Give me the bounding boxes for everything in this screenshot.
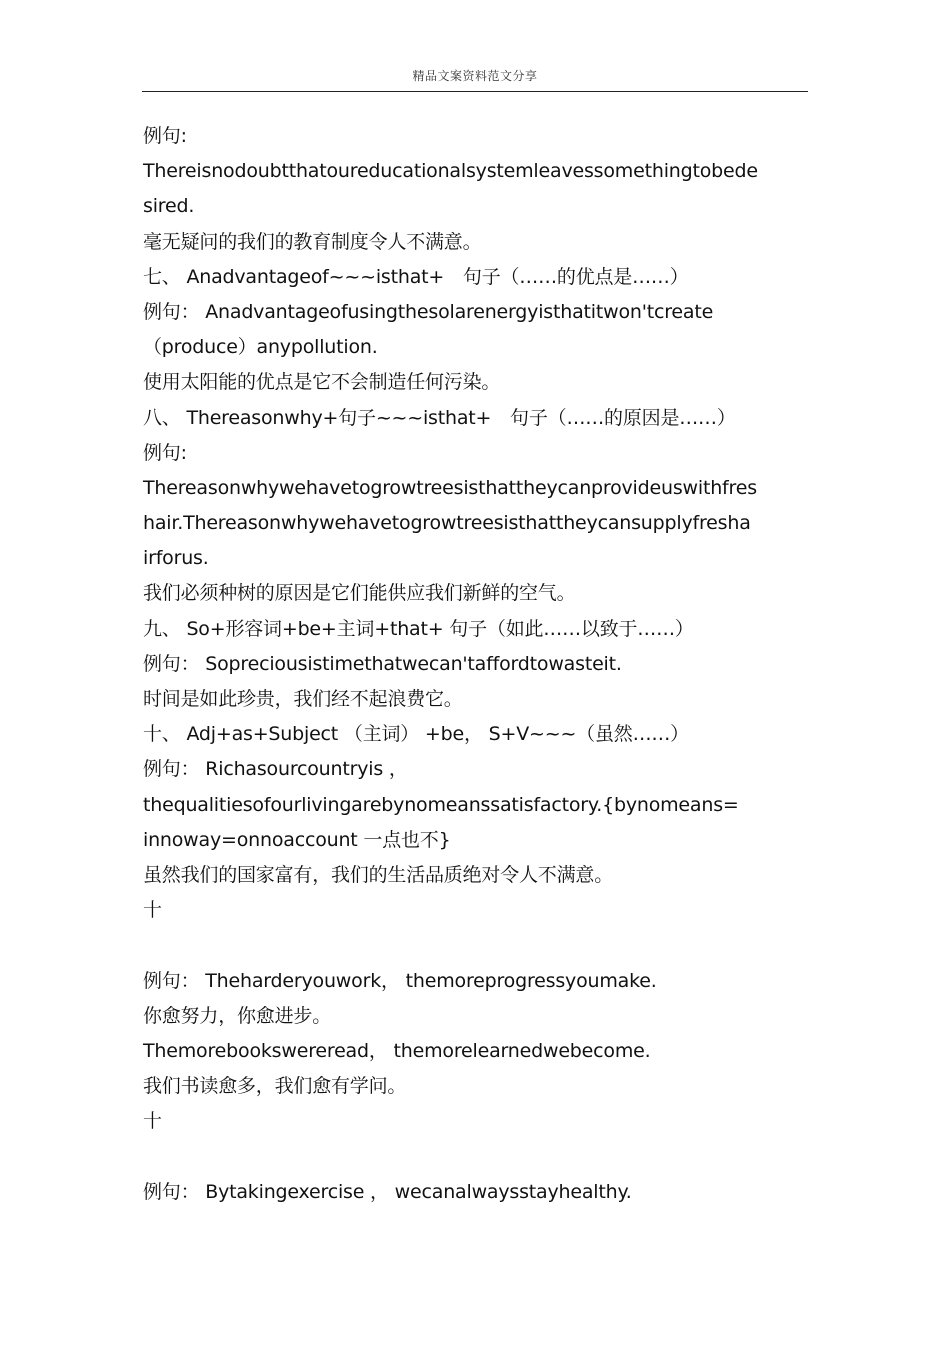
- text-line: innoway=onnoaccount 一点也不}: [143, 828, 451, 851]
- text-line: 时间是如此珍贵，我们经不起浪费它。: [143, 688, 463, 710]
- text-line: thequalitiesofourlivingarebynomeanssatisfactory.{bynomeans=: [143, 793, 739, 816]
- text-line: （produce）anypollution.: [143, 336, 378, 359]
- blank-line: [143, 928, 763, 963]
- text-line: 例句： Theharderyouwork， themoreprogressyoumake.: [143, 969, 657, 992]
- text-line: 例句： Sopreciousistimethatwecan'taffordtowasteit.: [143, 652, 622, 675]
- blank-line: [143, 1139, 763, 1174]
- text-line: 使用太阳能的优点是它不会制造任何污染。: [143, 371, 501, 394]
- text-line: 我们书读愈多，我们愈有学问。: [143, 1075, 407, 1098]
- text-line: 你愈努力，你愈进步。: [143, 1004, 332, 1027]
- text-line: 例句:: [143, 125, 187, 147]
- section-heading: 七、 Anadvantageof~~~isthat+ 句子（……的优点是……）: [143, 265, 689, 288]
- page-header-title: 精品文案资料范文分享: [412, 69, 538, 83]
- text-line: 例句： Richasourcountryis ，: [143, 758, 408, 781]
- text-line: 例句： Anadvantageofusingthesolarenergyisthatitwon'tcreate: [143, 300, 714, 323]
- text-line: irforus.: [143, 547, 209, 570]
- section-heading: 八、 Thereasonwhy+句子~~~isthat+ 句子（……的原因是……）: [143, 406, 736, 429]
- text-line: Thereisnodoubtthatoureducationalsystemleavessomethingtobede: [143, 160, 758, 183]
- section-heading: 十、 Adj+as+Subject （主词） +be， S+V~~~（虽然……）: [143, 723, 689, 746]
- text-line: 毫无疑问的我们的教育制度令人不满意。: [143, 230, 482, 253]
- text-line: hair.Thereasonwhywehavetogrowtreesisthattheycansupplyfresha: [143, 512, 751, 535]
- text-line: 例句:: [143, 441, 187, 464]
- section-heading: 十: [143, 1110, 162, 1133]
- text-line: 我们必须种树的原因是它们能供应我们新鲜的空气。: [143, 582, 576, 605]
- text-line: Thereasonwhywehavetogrowtreesisthattheycanprovideuswithfres: [143, 476, 757, 499]
- text-line: 虽然我们的国家富有，我们的生活品质绝对令人不满意。: [143, 863, 614, 886]
- text-line: sired.: [143, 195, 195, 218]
- text-line: 例句： Bytakingexercise ， wecanalwaysstayhealthy.: [143, 1180, 632, 1203]
- section-heading: 十: [143, 899, 162, 922]
- text-line: Themorebookswereread， themorelearnedwebecome.: [143, 1039, 651, 1062]
- section-heading: 九、 So+形容词+be+主词+that+ 句子（如此……以致于……）: [143, 617, 694, 640]
- header-divider: [142, 91, 808, 92]
- document-body: [143, 119, 763, 1210]
